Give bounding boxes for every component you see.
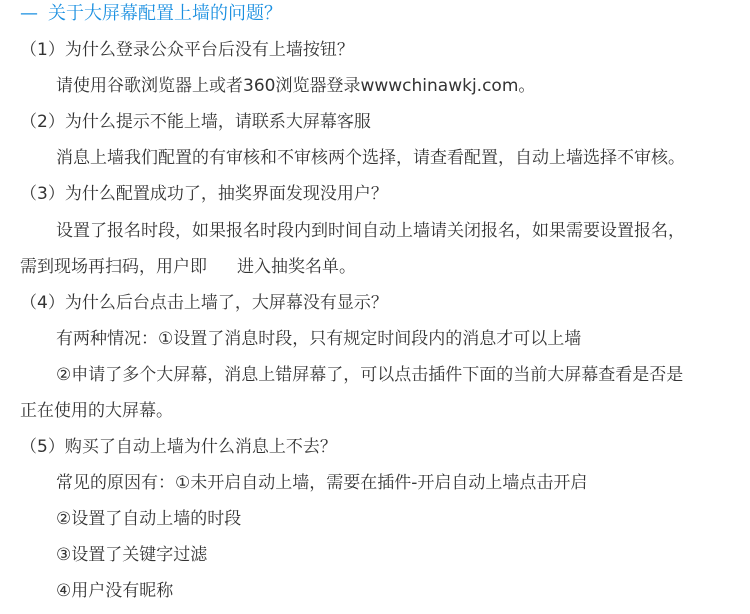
- answer-4-line-2: ②申请了多个大屏幕，消息上错屏幕了，可以点击插件下面的当前大屏幕查看是否是: [56, 365, 684, 385]
- question-4: （4）为什么后台点击上墙了，大屏幕没有显示？: [20, 293, 388, 313]
- answer-1-line-1: 请使用谷歌浏览器上或者360浏览器登录wwwchinawkj.com。: [56, 76, 536, 96]
- answer-5-line-1: 常见的原因有：①未开启自动上墙，需要在插件-开启自动上墙点击开启: [56, 473, 588, 493]
- question-3: （3）为什么配置成功了，抽奖界面发现没用户？: [20, 184, 388, 204]
- answer-3-continuation-b: 进入抽奖名单。: [237, 257, 356, 277]
- answer-5-line-3: ③设置了关键字过滤: [56, 545, 208, 565]
- answer-4-line-1: 有两种情况：①设置了消息时段，只有规定时间段内的消息才可以上墙: [56, 329, 582, 349]
- answer-3-continuation: [20, 255, 356, 279]
- heading-dash: —: [20, 3, 38, 24]
- answer-3-line-1: 设置了报名时段，如果报名时段内到时间自动上墙请关闭报名，如果需要设置报名，: [56, 221, 685, 241]
- question-1: （1）为什么登录公众平台后没有上墙按钮？: [20, 40, 354, 60]
- answer-3-continuation-a: 需到现场再扫码，用户即: [20, 257, 207, 277]
- question-5: （5）购买了自动上墙为什么消息上不去？: [20, 437, 337, 457]
- heading-text: 关于大屏幕配置上墙的问题？: [48, 3, 282, 24]
- answer-5-line-4: ④用户没有昵称: [56, 581, 174, 601]
- answer-5-line-2: ②设置了自动上墙的时段: [56, 509, 242, 529]
- question-2: （2）为什么提示不能上墙，请联系大屏幕客服: [20, 112, 371, 132]
- answer-2-line-1: 消息上墙我们配置的有审核和不审核两个选择，请查看配置，自动上墙选择不审核。: [56, 148, 685, 168]
- faq-heading: [20, 2, 282, 26]
- answer-4-continuation: 正在使用的大屏幕。: [20, 401, 173, 421]
